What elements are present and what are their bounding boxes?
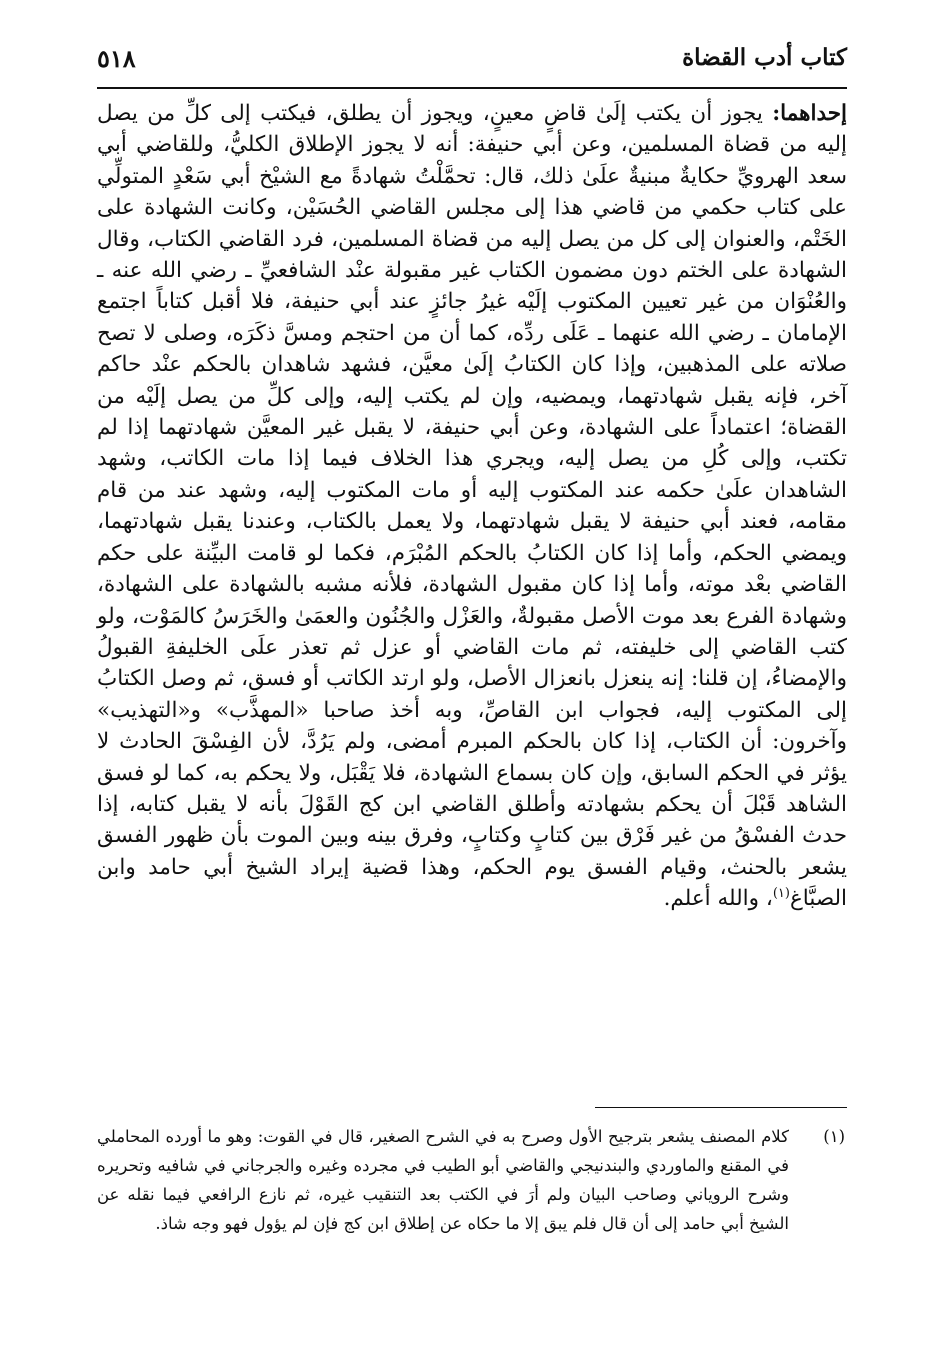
page-header	[97, 44, 847, 88]
footnote-reference[interactable]: (١)	[772, 886, 790, 901]
footnote-marker: (١)	[823, 1127, 845, 1146]
closing-text: ، والله أعلم.	[663, 886, 773, 912]
footnotes	[97, 1122, 847, 1238]
footnote-separator	[595, 1107, 847, 1108]
footnote-1	[97, 1122, 847, 1238]
page-number: ٥١٨	[97, 44, 136, 73]
header-rule	[97, 87, 847, 89]
lead-term: إحداهما:	[772, 101, 847, 126]
paragraph-text: يجوز أن يكتب إلَىٰ قاضٍ معينٍ، ويجوز أن يطلق، فيكتب إلى كلِّ من يصل إليه من قضاة المسلمين، وعن أبي حنيفة: أنه لا يجوز الإطلاق الكليُّ، وللقاضي أبي سعد الهرويِّ حكايةٌ مبنيةٌ علَىٰ ذلك، قال: تحمَّلْتُ شهادةً مع الشيْخ أبي سَعْدٍ المتولِّي على كتاب حكمي من قاضي هذا إلى مجلس القاضي الحُسَيْن، وكانت الشهادة على الخَتْم، والعنوان إلى كل من يصل إليه من قضاة المسلمين، فرد القاضي الكتاب، وقال الشهادة على الختم دون مضمون الكتاب غير مقبولة عنْد الشافعيِّ ـ رضي الله عنه ـ والعُنْوَان من غير تعيين المكتوب إلَيْه غيرُ جائزٍ عند أبي حنيفة، فلا أقبل كتاباً اجتمع الإمامان ـ رضي الله عنهما ـ عَلَى ردِّه، كما أن من احتجم ومسَّ ذكَرَه، وصلى لا تصح صلاته على المذهبين، وإذا كان الكتابُ إلَىٰ معيَّن، فشهد شاهدان بالحكم عنْد حاكم آخر، فإنه يقبل شهادتهما، ويمضيه، وإن لم يكتب إليه، وإلى كلِّ من يصل إلَيْه من القضاة؛ اعتماداً على الشهادة، وعن أبي حنيفة، لا يقبل غير المعيَّن شهادتهما إذا لم تكتب، وإلى كُلِ من يصل إليه، ويجري هذا الخلاف فيما إذا مات الكاتب، وشهد الشاهدان علَىٰ حكمه عند المكتوب إليه أو مات المكتوب إليه، وشهد عند من قام مقامه، فعند أبي حنيفة لا يقبل شهادتهما، ولا يعمل بالكتاب، وعندنا يقبل شهادتهما، ويمضي الحكم، وأما إذا كان الكتابُ بالحكم المُبْرَم، فكما لو قامت البيِّنة على حكم القاضي بعْد موته، وأما إذا كان مقبول الشهادة، فلأنه مشبه بالشهادة على الشهادة، وشهادة الفرع بعد موت الأصل مقبولةٌ، والعَزْل والجُنُون والعمَىٰ والخَرَسُ كالمَوْت، ولو كتب القاضي إلى خليفته، ثم مات القاضي أو عزل ثم تعذر علَى الخليفةِ القبولُ والإمضاءُ، إن قلنا: إنه ينعزل بانعزال الأصل، ولو ارتد الكاتب أو فسق، ثم وصل الكتابُ إلى المكتوب إليه، فجواب ابن القاصِّ، وبه أخذ صاحبا «المهذَّب» و«التهذيب» وآخرون: أن الكتاب، إذا كان بالحكم المبرم أمضى، ولم يَرُدَّ، لأن الفِسْقَ الحادث لا يؤثر في الحكم السابق، وإن كان بسماع الشهادة، فلا يَقْبَل، ولا يحكم به، كما لو فسق الشاهد قَبْلَ أن يحكم بشهادته وأطلق القاضي ابن كج القَوْلَ بأنه لا يقبل كتابه، إذا حدث الفسْقُ من غير فَرْق بين كتابٍ وكتابٍ، وفرق بينه وبين الموت بأن ظهور الفسق يشعر بالحنث، وقيام الفسق يوم الحكم، وهذا قضية إيراد الشيخ أبي حامد وابن الصبَّاغ	[97, 101, 847, 912]
main-paragraph	[97, 98, 847, 915]
running-title: كتاب أدب القضاة	[682, 44, 847, 71]
footnote-text: كلام المصنف يشعر بترجيح الأول وصرح به في الشرح الصغير، قال في القوت: وهو ما أورده المحاملي في المقنع والماوردي والبندنيجي والقاضي أبو الطيب في مجرده وغيره والجرجاني في شافيه وتحريره وشرح الروياني وصاحب البيان ولم أرَ في الكتب بعد التنقيب غيره، ثم نازع الرافعي فيما نقله عن الشيخ أبي حامد إلى أن قال فلم يبق إلا ما حكاه عن إطلاق ابن كج فإن لم يؤول فهو وجه شاذ.	[97, 1127, 789, 1233]
